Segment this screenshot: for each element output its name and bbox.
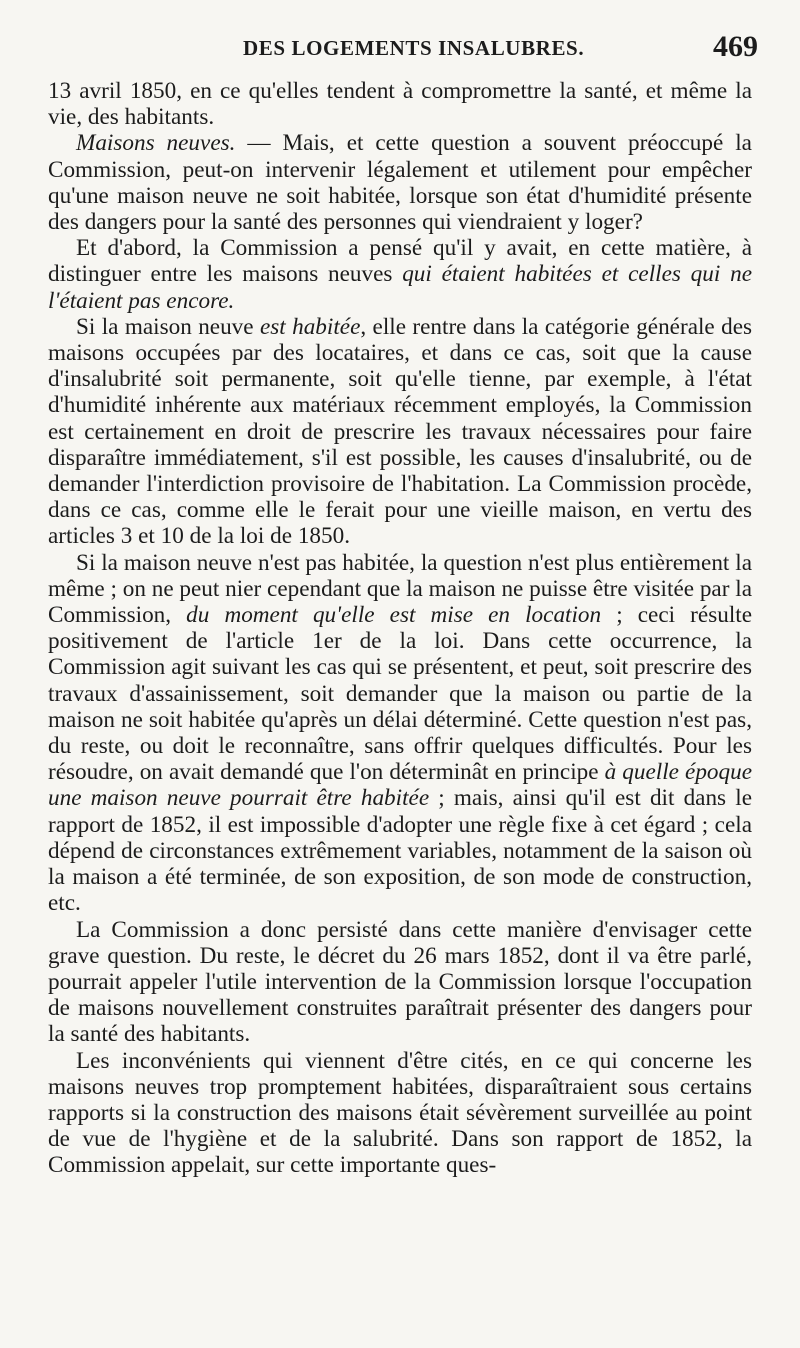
- page-number: 469: [713, 30, 758, 63]
- italic-text: est habitée: [259, 313, 361, 340]
- paragraph: [48, 235, 752, 314]
- text-run: Si la maison neuve: [76, 313, 260, 340]
- page-header: [48, 30, 758, 66]
- paragraph: [48, 1048, 752, 1179]
- italic-text: du moment qu'elle est mise en location: [186, 602, 602, 629]
- paragraph: [48, 917, 752, 1048]
- running-title: DES LOGEMENTS INSALUBRES.: [243, 36, 585, 60]
- italic-text: qui étaient habitées et celles qui ne l'étaient pas encore.: [48, 261, 752, 314]
- text-run: , elle rentre dans la catégorie générale des maisons occupées par des locataires, et dans ce cas, soit que la cause d'insalubrité soit permanente, soit qu'elle tienne, par exemple, à l'état d'humidité inhérente aux matériaux récemment employés, la Commission est certainement en droit de prescrire les travaux nécessaires pour faire disparaître immédiatement, s'il est possible, les causes d'insalubrité, ou de demander l'interdiction provisoire de l'habitation. La Commission procède, dans ce cas, comme elle le ferait pour une vieille maison, en vertu des articles 3 et 10 de la loi de 1850.: [48, 313, 753, 550]
- text-run: Si la maison neuve n'est pas habitée, la question n'est plus entièrement la même ; on ne peut nier cependant que la maison ne puisse être visitée par la Commission,: [48, 549, 752, 629]
- text-run: La Commission a donc persisté dans cette manière d'envisager cette grave question. Du reste, le décret du 26 mars 1852, dont il va être parlé, pourrait appeler l'utile intervention de la Commission lorsque l'occupation de maisons nouvellement construites paraîtrait présenter des dangers pour la santé des habitants.: [48, 916, 752, 1048]
- text-run: ; ceci résulte positivement de l'article 1er de la loi. Dans cette occurrence, la Commission agit suivant les cas qui se présentent, et peut, soit prescrire des travaux d'assainissement, soit demander que la maison ou partie de la maison ne soit habitée qu'après un délai déterminé. Cette question n'est pas, du reste, ou doit le reconnaître, sans offrir quelques difficultés. Pour les résoudre, on avait demandé que l'on déterminât en principe: [48, 602, 752, 786]
- text-run: 13 avril 1850, en ce qu'elles tendent à compromettre la santé, et même la vie, des habitants.: [48, 78, 752, 131]
- paragraph: [48, 314, 752, 550]
- paragraph: [48, 130, 752, 235]
- body-text: [48, 78, 752, 1179]
- paragraph: [48, 550, 752, 917]
- italic-text: Maisons neuves.: [76, 130, 236, 157]
- text-run: Et d'abord, la Commission a pensé qu'il y avait, en cette matière, à distinguer entre les maisons neuves: [48, 235, 752, 288]
- paragraph: [48, 78, 752, 130]
- italic-text: à quelle époque une maison neuve pourrait être habitée: [48, 759, 752, 812]
- text-run: — Mais, et cette question a souvent préoccupé la Commission, peut-on intervenir légalement et utilement pour empêcher qu'une maison neuve ne soit habitée, lorsque son état d'humidité présente des dangers pour la santé des personnes qui viendraient y loger?: [48, 130, 752, 236]
- text-run: Les inconvénients qui viennent d'être cités, en ce qui concerne les maisons neuves trop promptement habitées, disparaîtraient sous certains rapports si la construction des maisons était sévèrement surveillée au point de vue de l'hygiène et de la salubrité. Dans son rapport de 1852, la Commission appelait, sur cette importante ques-: [48, 1047, 752, 1179]
- text-run: ; mais, ainsi qu'il est dit dans le rapport de 1852, il est impossible d'adopter une règle fixe à cet égard ; cela dépend de circonstances extrêmement variables, notamment de la saison où la maison a été terminée, de son exposition, de son mode de construction, etc.: [48, 785, 752, 917]
